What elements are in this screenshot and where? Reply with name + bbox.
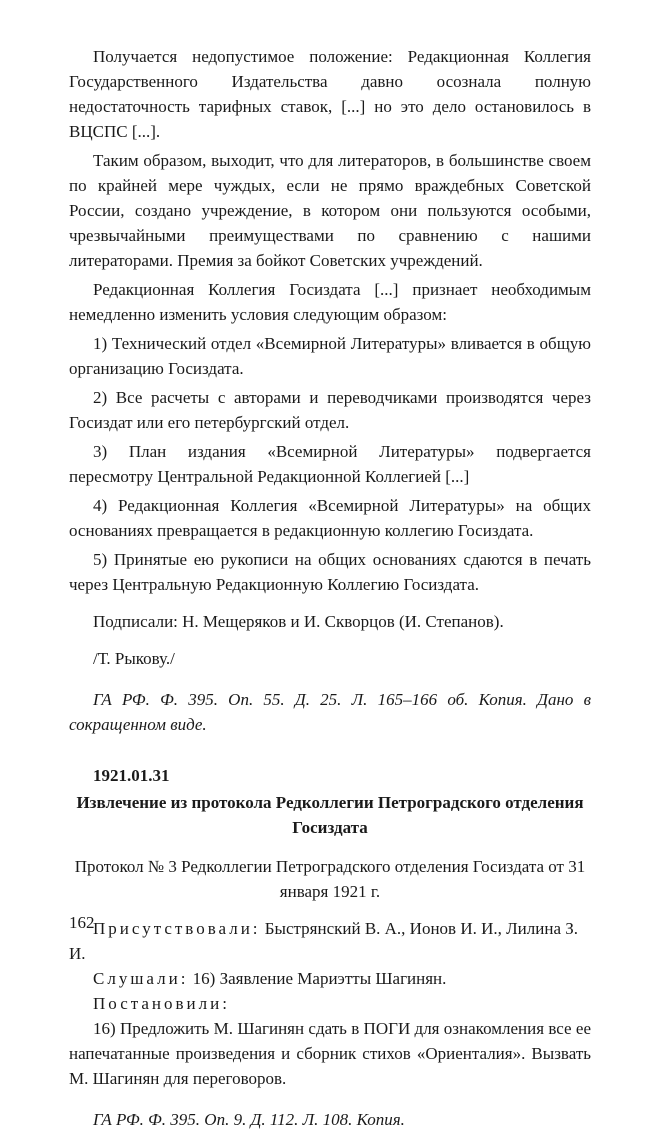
heard-line xyxy=(69,966,591,991)
present-text: Быстрянский В. А., Ионов И. И., Лилина З. И. xyxy=(69,919,579,963)
paragraph-3: Редакционная Коллегия Госиздата [...] признает необходимым немедленно изменить условия следующим образом: xyxy=(69,280,591,324)
list-item-1: 1) Технический отдел «Всемирной Литературы» вливается в общую организацию Госиздата. xyxy=(69,334,591,378)
resolution-text: 16) Предложить М. Шагинян сдать в ПОГИ для ознакомления все ее напечатанные произведения и сборник стихов «Ориенталия». Вызвать М. Шагинян для переговоров. xyxy=(69,1019,591,1088)
heard-label: Слушали: xyxy=(93,969,189,988)
list-item-5: 5) Принятые ею рукописи на общих основаниях сдаются в печать через Центральную Редакционную Коллегию Госиздата. xyxy=(69,550,591,594)
list-item-2: 2) Все расчеты с авторами и переводчиками производятся через Госиздат или его петербургский отдел. xyxy=(69,388,591,432)
paragraph-1: Получается недопустимое положение: Редакционная Коллегия Государственного Издательства давно осознала полную недостаточность тарифных ставок, [...] но это дело остановилось в ВЦСПС [...]. xyxy=(69,47,591,141)
present-label: Присутствовали: xyxy=(93,919,261,938)
page-number: 162 xyxy=(69,913,95,932)
list-item-4: 4) Редакционная Коллегия «Всемирной Литературы» на общих основаниях превращается в редакционную коллегию Госиздата. xyxy=(69,496,591,540)
present-line xyxy=(69,916,591,966)
list-item-3: 3) План издания «Всемирной Литературы» подвергается пересмотру Центральной Редакционной Коллегией [...] xyxy=(69,442,591,486)
document-date: 1921.01.31 xyxy=(93,766,170,785)
resolved-label: Постановили: xyxy=(93,994,230,1013)
resolved-line xyxy=(69,991,591,1016)
archive-source-1: ГА РФ. Ф. 395. Оп. 55. Д. 25. Л. 165–166 об. Копия. Дано в сокращенном виде. xyxy=(69,690,591,734)
signed-line: Подписали: Н. Мещеряков и И. Скворцов (И. Степанов). xyxy=(93,612,504,631)
document-heading: Извлечение из протокола Редколлегии Петроградского отделения Госиздата xyxy=(76,793,584,837)
addressee-line: /Т. Рыкову./ xyxy=(93,649,175,668)
heard-text: 16) Заявление Мариэтты Шагинян. xyxy=(188,969,447,988)
page-content xyxy=(69,44,591,1132)
archive-source-2: ГА РФ. Ф. 395. Оп. 9. Д. 112. Л. 108. Копия. xyxy=(93,1110,405,1129)
protocol-title: Протокол № 3 Редколлегии Петроградского отделения Госиздата от 31 января 1921 г. xyxy=(74,857,586,901)
protocol-body xyxy=(69,916,591,1091)
paragraph-2: Таким образом, выходит, что для литераторов, в большинстве своем по крайней мере чуждых, если не прямо враждебных Советской России, создано учреждение, в котором они пользуются особыми, чрезвычайными преимуществами по сравнению с нашими литераторами. Премия за бойкот Советских учреждений. xyxy=(69,151,591,270)
